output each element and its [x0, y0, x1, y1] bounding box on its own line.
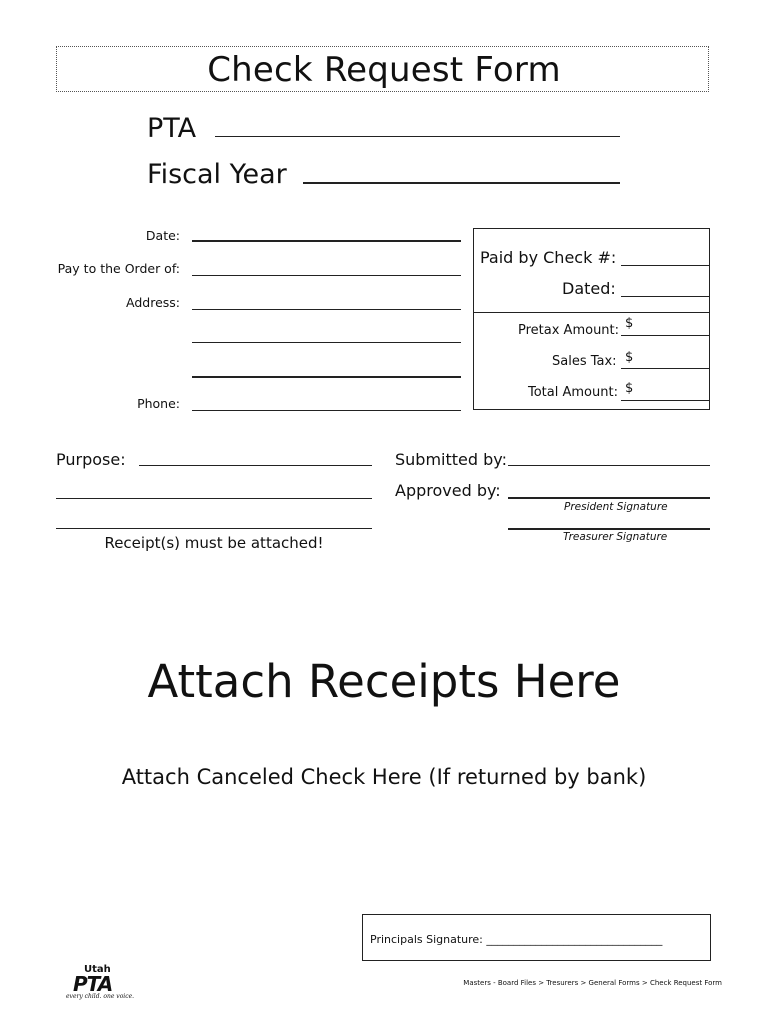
receipts-note: Receipt(s) must be attached!: [104, 534, 324, 552]
sales-tax-currency: $: [625, 350, 634, 365]
total-amount-field[interactable]: [621, 400, 710, 401]
address-field-line-1[interactable]: [192, 309, 461, 310]
address-label: Address:: [126, 295, 180, 310]
treasurer-signature-field[interactable]: [508, 528, 710, 530]
logo-tagline: every child. one voice.: [66, 993, 135, 1000]
submitted-by-field[interactable]: [508, 465, 710, 466]
footer-file-path: Masters - Board Files > Tresurers > General Forms > Check Request Form: [463, 979, 722, 987]
address-field-line-3[interactable]: [192, 376, 461, 378]
purpose-field-line-2[interactable]: [56, 498, 372, 499]
submitted-by-label: Submitted by:: [395, 450, 507, 469]
attach-check-heading: Attach Canceled Check Here (If returned by bank): [121, 765, 647, 789]
principal-signature-field[interactable]: Principals Signature: ________________________________: [370, 933, 663, 946]
attach-receipts-heading: Attach Receipts Here: [147, 655, 621, 708]
check-box-divider: [473, 312, 710, 313]
check-number-field[interactable]: [621, 265, 710, 266]
treasurer-signature-caption: Treasurer Signature: [563, 531, 668, 543]
pretax-currency: $: [625, 316, 634, 331]
purpose-label: Purpose:: [56, 450, 126, 469]
pta-logo: PTA: [73, 972, 113, 996]
dated-field[interactable]: [621, 296, 710, 297]
president-signature-caption: President Signature: [564, 501, 668, 513]
pretax-amount-field[interactable]: [621, 335, 710, 336]
pay-to-field[interactable]: [192, 275, 461, 276]
pta-field[interactable]: [215, 136, 620, 137]
form-title: Check Request Form: [207, 50, 561, 90]
pretax-amount-label: Pretax Amount:: [518, 323, 620, 338]
phone-label: Phone:: [137, 396, 180, 411]
purpose-field-line-1[interactable]: [139, 465, 372, 466]
total-amount-label: Total Amount:: [528, 385, 618, 400]
date-field[interactable]: [192, 240, 461, 242]
pta-label: PTA: [147, 113, 197, 144]
total-currency: $: [625, 381, 634, 396]
paid-by-check-label: Paid by Check #:: [480, 248, 617, 267]
sales-tax-field[interactable]: [621, 368, 710, 369]
sales-tax-label: Sales Tax:: [552, 354, 617, 369]
fiscal-year-field[interactable]: [303, 182, 620, 184]
president-signature-field[interactable]: [508, 497, 710, 499]
approved-by-label: Approved by:: [395, 481, 501, 500]
dated-label: Dated:: [562, 279, 616, 298]
address-field-line-2[interactable]: [192, 342, 461, 343]
pay-to-label: Pay to the Order of:: [57, 261, 180, 276]
fiscal-year-label: Fiscal Year: [147, 159, 287, 190]
purpose-field-line-3[interactable]: [56, 528, 372, 529]
date-label: Date:: [145, 228, 180, 243]
logo-state: Utah: [84, 964, 111, 975]
phone-field[interactable]: [192, 410, 461, 411]
